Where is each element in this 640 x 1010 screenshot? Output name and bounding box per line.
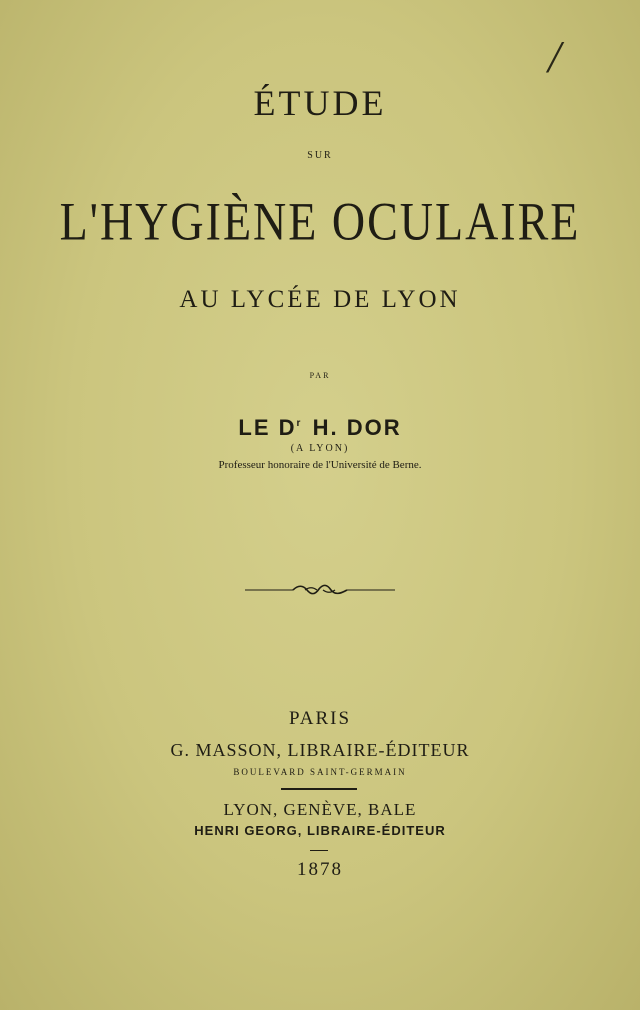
imprint-publisher-secondary: HENRI GEORG, LIBRAIRE-ÉDITEUR	[194, 823, 446, 838]
author-role: Professeur honoraire de l'Université de Berne.	[218, 459, 422, 471]
ornament-divider	[0, 584, 640, 596]
main-title: L'HYGIÈNE OCULAIRE	[59, 191, 581, 252]
imprint-city: PARIS	[288, 708, 352, 729]
subtitle: AU LYCÉE DE LYON	[179, 286, 461, 313]
author-line	[0, 415, 640, 441]
author-prefix: LE D	[238, 415, 297, 440]
author-origin: (A LYON)	[290, 443, 350, 454]
imprint-address: BOULEVARD SAINT-GERMAIN	[233, 767, 407, 777]
heading-etude: ÉTUDE	[253, 83, 387, 123]
imprint-divider	[281, 788, 357, 790]
year-divider	[310, 850, 328, 851]
imprint-cities: LYON, GENÈVE, BALE	[223, 800, 417, 819]
imprint-publisher: G. MASSON, LIBRAIRE-ÉDITEUR	[170, 740, 470, 760]
author-name: H. DOR	[312, 415, 402, 440]
by-label: PAR	[309, 371, 331, 380]
heading-sur: SUR	[307, 150, 333, 161]
author-sup: r	[296, 418, 303, 429]
imprint-year: 1878	[297, 859, 343, 880]
handwritten-mark: /	[548, 31, 561, 82]
